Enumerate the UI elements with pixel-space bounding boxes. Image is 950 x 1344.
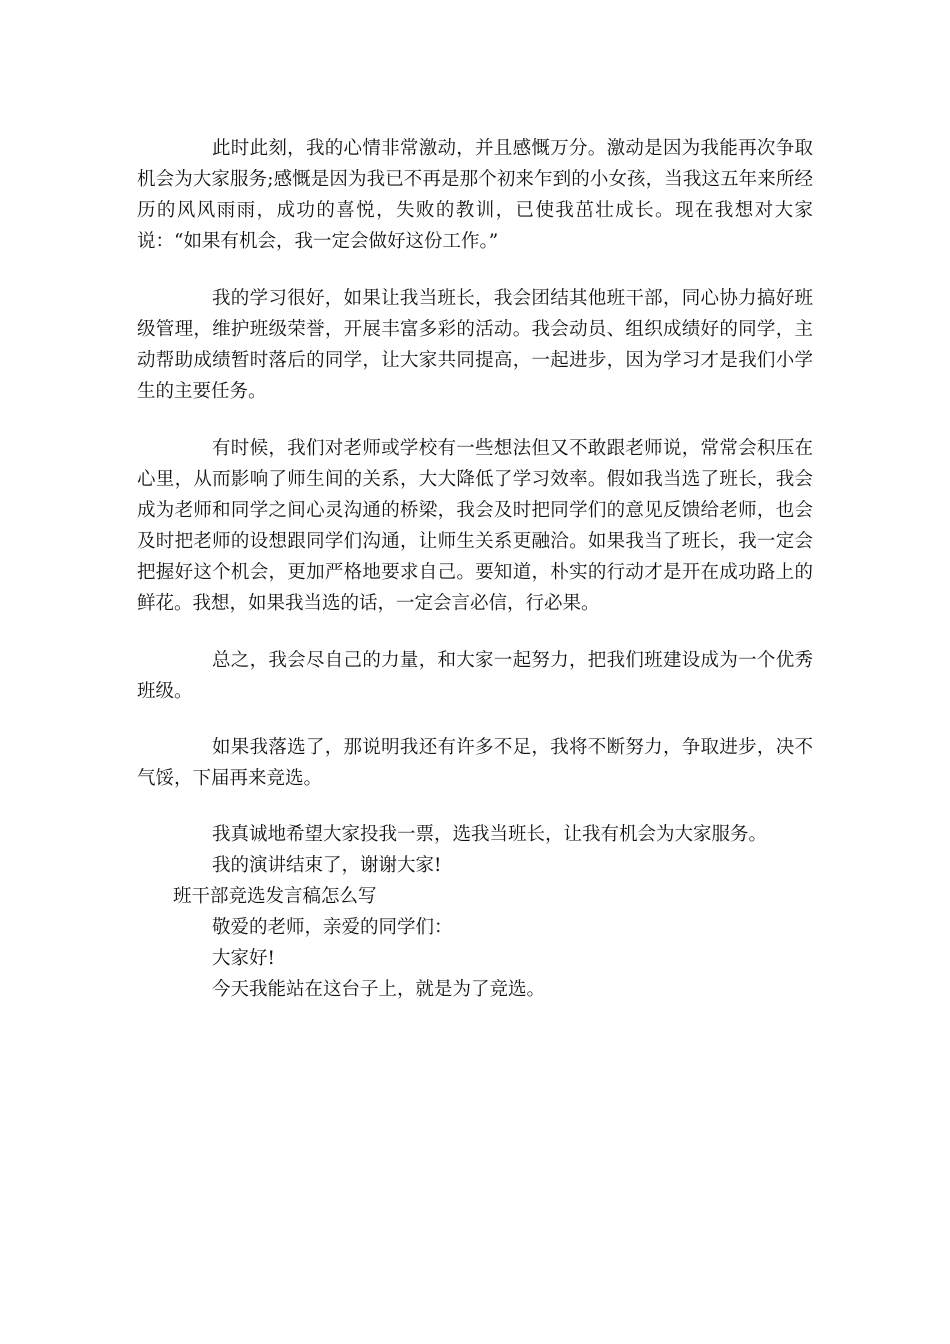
- paragraph-7: 我的演讲结束了，谢谢大家!: [212, 855, 442, 876]
- paragraph-3: 有时候，我们对老师或学校有一些想法但又不敢跟老师说，常常会积压在心里，从而影响了师生间的关系，大大降低了学习效率。假如我当选了班长，我会成为老师和同学之间心灵沟通的桥梁，我会及时把同学们的意见反馈给老师，也会及时把老师的设想跟同学们沟通，让师生关系更融洽。如果我当了班长，我一定会把握好这个机会，更加严格地要求自己。要知道，朴实的行动才是开在成功路上的鲜花。我想，如果我当选的话，一定会言必信，行必果。: [137, 438, 813, 614]
- opening-line: 今天我能站在这台子上，就是为了竞选。: [212, 979, 546, 1000]
- hello-line: 大家好!: [212, 948, 275, 969]
- paragraph-5: 如果我落选了，那说明我还有许多不足，我将不断努力，争取进步，决不气馁，下届再来竞选。: [137, 737, 813, 789]
- paragraph-4: 总之，我会尽自己的力量，和大家一起努力，把我们班建设成为一个优秀班级。: [137, 650, 813, 702]
- document-body: [137, 133, 813, 1005]
- paragraph-6: 我真诚地希望大家投我一票，选我当班长，让我有机会为大家服务。: [212, 824, 768, 845]
- section-title: 班干部竞选发言稿怎么写: [173, 886, 377, 907]
- greeting-line: 敬爱的老师，亲爱的同学们：: [212, 917, 453, 938]
- paragraph-1: 此时此刻，我的心情非常激动，并且感慨万分。激动是因为我能再次争取机会为大家服务;感慨是因为我已不再是那个初来乍到的小女孩，当我这五年来所经历的风风雨雨，成功的喜悦，失败的教训，已使我茁壮成长。现在我想对大家说：“如果有机会，我一定会做好这份工作。”: [137, 138, 813, 252]
- paragraph-2: 我的学习很好，如果让我当班长，我会团结其他班干部，同心协力搞好班级管理，维护班级荣誉，开展丰富多彩的活动。我会动员、组织成绩好的同学，主动帮助成绩暂时落后的同学，让大家共同提高，一起进步，因为学习才是我们小学生的主要任务。: [137, 288, 813, 402]
